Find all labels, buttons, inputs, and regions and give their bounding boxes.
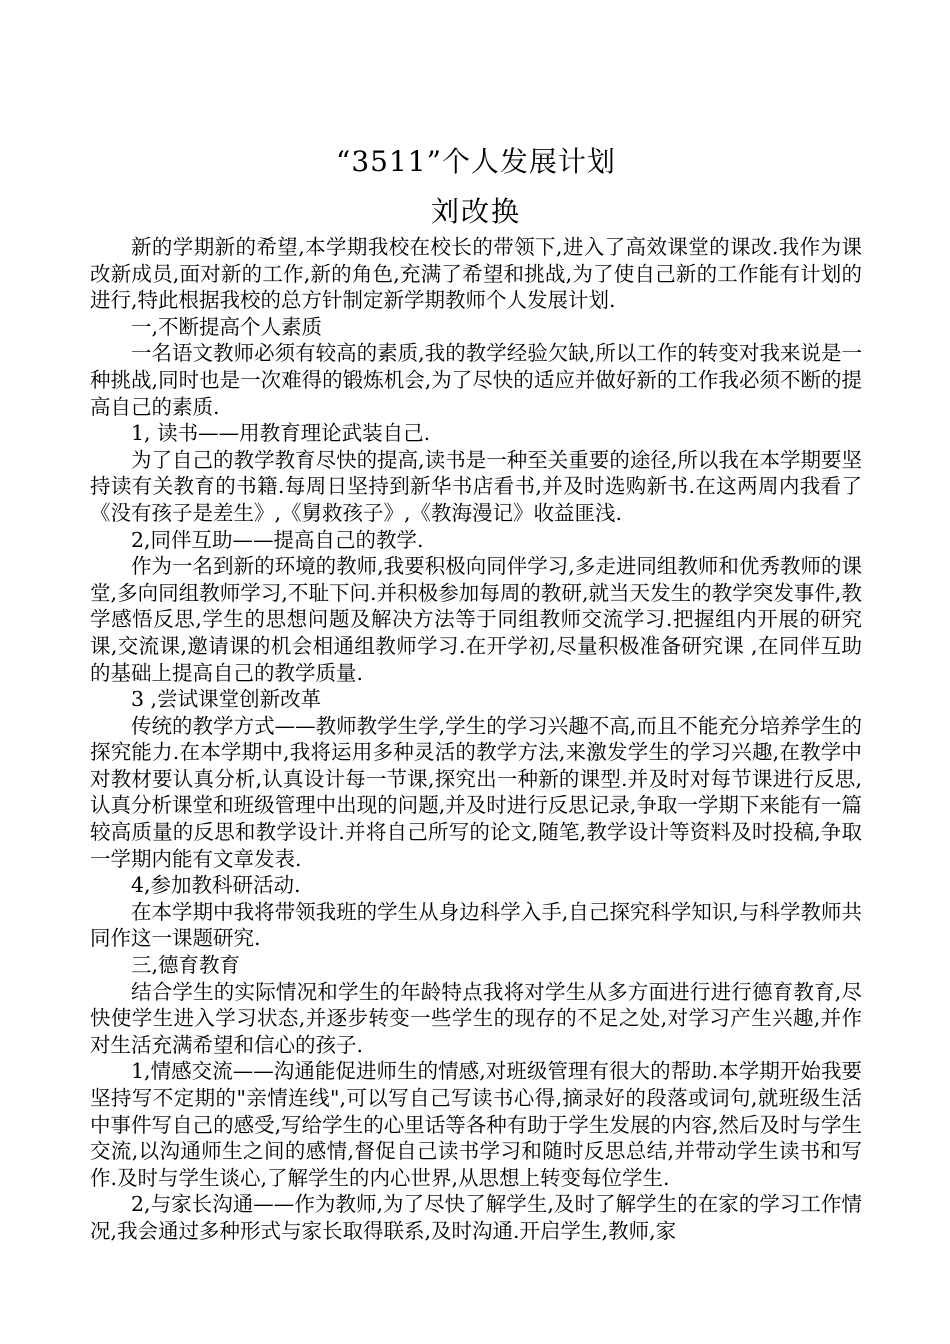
heading-section-3: 三,德育教育 bbox=[131, 953, 241, 978]
heading-innovation: 3 ,尝试课堂创新改革 bbox=[131, 687, 322, 712]
heading-reading: 1, 读书——用教育理论武装自己. bbox=[131, 421, 431, 446]
paragraph-peer-help: 作为一名到新的环境的教师,我要积极向同伴学习,多走进同组教师和优秀教师的课堂,多向同组教师学习,不耻下问.并积极参加每周的教研,就当天发生的教学突发事件,教学感悟反思,学生的思想问题及解决方法等于同组教师交流学习.把握组内开展的研究课,交流课,邀请课的机会相通组教师学习.在开学初,尽量积极准备研究课 ,在同伴互助的基础上提高自己的教学质量. bbox=[90, 554, 862, 685]
paragraph-emotion: 1,情感交流——沟通能促进师生的情感,对班级管理有很大的帮助.本学期开始我要坚持写不定期的"亲情连线",可以写自己写读书心得,摘录好的段落或词句,就班级生活中事件写自己的感受,写给学生的心里话等各种有助于学生发展的内容,然后及时与学生交流,以沟通师生之间的感情,督促自己读书学习和随时反思总结,并带动学生读书和写作.及时与学生谈心,了解学生的内心世界,从思想上转变每位学生. bbox=[90, 1059, 862, 1190]
paragraph-section-1: 一名语文教师必须有较高的素质,我的教学经验欠缺,所以工作的转变对我来说是一种挑战,同时也是一次难得的锻炼机会,为了尽快的适应并做好新的工作我必须不断的提高自己的素质. bbox=[90, 341, 862, 419]
paragraph-innovation: 传统的教学方式——教师教学生学,学生的学习兴趣不高,而且不能充分培养学生的探究能力.在本学期中,我将运用多种灵活的教学方法,来激发学生的学习兴趣,在教学中对教材要认真分析,认真设计每一节课,探究出一种新的课型.并及时对每节课进行反思,认真分析课堂和班级管理中出现的问题,并及时进行反思记录,争取一学期下来能有一篇较高质量的反思和教学设计.并将自己所写的论文,随笔,教学设计等资料及时投稿,争取一学期内能有文章发表. bbox=[90, 713, 862, 871]
document-body bbox=[90, 234, 862, 1245]
paragraph-section-3: 结合学生的实际情况和学生的年龄特点我将对学生从多方面进行进行德育教育,尽快使学生进入学习状态,并逐步转变一些学生的现存的不足之处,对学习产生兴趣,并作对生活充满希望和信心的孩子. bbox=[90, 979, 862, 1057]
paragraph-intro: 新的学期新的希望,本学期我校在校长的带领下,进入了高效课堂的课改.我作为课改新成员,面对新的工作,新的角色,充满了希望和挑战,为了使自己新的工作能有计划的进行,特此根据我校的总方针制定新学期教师个人发展计划. bbox=[90, 235, 862, 313]
heading-section-1: 一,不断提高个人素质 bbox=[131, 314, 323, 339]
paragraph-reading: 为了自己的教学教育尽快的提高,读书是一种至关重要的途径,所以我在本学期要坚持读有关教育的书籍.每周日坚持到新华书店看书,并及时选购新书.在这两周内我看了《没有孩子是差生》,《舅救孩子》,《教海漫记》收益匪浅. bbox=[90, 447, 862, 525]
document-title: “3511”个人发展计划 bbox=[336, 145, 616, 178]
paragraph-parents: 2,与家长沟通——作为教师,为了尽快了解学生,及时了解学生的在家的学习工作情况,我会通过多种形式与家长取得联系,及时沟通.开启学生,教师,家 bbox=[90, 1192, 862, 1243]
document-author: 刘改换 bbox=[430, 195, 521, 228]
heading-research: 4,参加教科研活动. bbox=[131, 873, 301, 898]
page-content bbox=[90, 142, 862, 1245]
heading-peer-help: 2,同伴互助——提高自己的教学. bbox=[131, 527, 424, 552]
paragraph-research: 在本学期中我将带领我班的学生从身边科学入手,自己探究科学知识,与科学教师共同作这一课题研究. bbox=[90, 899, 862, 951]
